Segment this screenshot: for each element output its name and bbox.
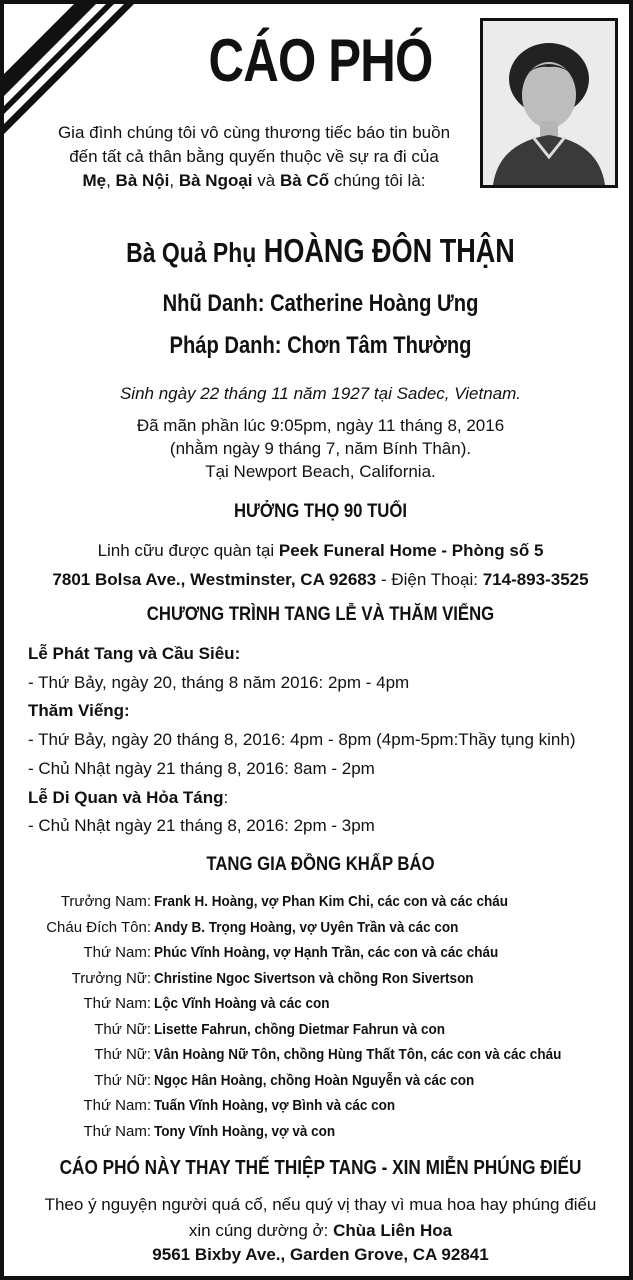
intro-line-3: Mẹ, Bà Nội, Bà Ngoại và Bà Cố chúng tôi là: <box>82 171 426 190</box>
deceased-name: HOÀNG ĐÔN THẬN <box>263 232 515 269</box>
wish-line-1: Theo ý nguyện người quá cố, nếu quý vị thay vì mua hoa hay phúng điếu <box>44 1195 597 1214</box>
family-row <box>4 1119 633 1145</box>
death-line-2: (nhằm ngày 9 tháng 7, năm Bính Thân). <box>169 439 472 458</box>
family-relation: Thứ Nam: <box>83 1122 151 1140</box>
death-line-3: Tại Newport Beach, California. <box>205 462 436 481</box>
age-heading: HƯỞNG THỌ 90 TUỔI <box>233 501 408 522</box>
family-members: Phúc Vĩnh Hoàng, vợ Hạnh Trần, các con và các cháu <box>154 944 499 961</box>
death-info <box>4 414 633 483</box>
temple-name: Chùa Liên Hoa <box>333 1221 453 1240</box>
family-members: Andy B. Trọng Hoàng, vợ Uyên Trần và các con <box>154 918 459 936</box>
funeral-home-line <box>4 541 633 561</box>
family-row <box>4 966 633 992</box>
schedule-item: - Chủ Nhật ngày 21 tháng 8, 2016: 2pm - 3pm <box>28 816 375 836</box>
funeral-home-prefix: Linh cữu được quàn tại <box>97 541 275 560</box>
wish-line-2 <box>4 1218 633 1244</box>
schedule-heading: CHƯƠNG TRÌNH TANG LỄ VÀ THĂM VIẾNG <box>146 604 495 625</box>
family-relation: Thứ Nữ: <box>94 1071 151 1089</box>
phone-number: 714-893-3525 <box>482 570 589 589</box>
role-maternal-grandmother: Bà Ngoại <box>178 171 253 190</box>
page-title: CÁO PHÓ <box>208 27 433 94</box>
role-great-grandmother: Bà Cố <box>279 171 330 190</box>
schedule-item-heading: Lễ Phát Tang và Cầu Siêu: <box>28 644 241 663</box>
schedule-list <box>28 640 628 841</box>
death-line-1: Đã mãn phần lúc 9:05pm, ngày 11 tháng 8, 2016 <box>136 416 505 435</box>
family-members: Tuấn Vĩnh Hoàng, vợ Bình và các con <box>154 1097 396 1114</box>
family-members: Ngọc Hân Hoàng, chồng Hoàn Nguyễn và các con <box>154 1071 475 1089</box>
schedule-item-heading-line: Lễ Di Quan và Hỏa Táng: <box>28 787 229 807</box>
schedule-item-heading: Lễ Di Quan và Hỏa Táng <box>28 787 224 807</box>
maiden-name: Nhũ Danh: Catherine Hoàng Ưng <box>162 290 479 317</box>
family-members: Vân Hoàng Nữ Tôn, chồng Hùng Thất Tôn, các con và các cháu <box>154 1046 562 1063</box>
family-row <box>4 1068 633 1094</box>
dharma-name: Pháp Danh: Chơn Tâm Thường <box>169 332 472 359</box>
family-members: Lộc Vĩnh Hoàng và các con <box>154 995 330 1012</box>
family-relation: Thứ Nam: <box>83 944 151 961</box>
schedule-item: - Chủ Nhật ngày 21 tháng 8, 2016: 8am - 2pm <box>28 758 375 778</box>
intro-text <box>34 121 474 193</box>
phone-label: Điện Thoại: <box>391 570 478 589</box>
family-members: Tony Vĩnh Hoàng, vợ và con <box>154 1122 336 1140</box>
family-relation: Cháu Đích Tôn: <box>46 918 151 936</box>
schedule-item-heading: Thăm Viếng: <box>28 701 130 721</box>
role-paternal-grandmother: Bà Nội <box>115 171 170 190</box>
family-relation: Thứ Nam: <box>83 995 151 1012</box>
closing-notice: CÁO PHÓ NÀY THAY THẾ THIỆP TANG - XIN MIỄN PHÚNG ĐIẾU <box>59 1157 582 1179</box>
intro-line-1: Gia đình chúng tôi vô cùng thương tiếc báo tin buồn <box>57 123 451 142</box>
funeral-address-line: 7801 Bolsa Ave., Westminster, CA 92683 - Điện Thoại: 714-893-3525 <box>52 570 589 589</box>
wish-prefix: xin cúng dường ở: <box>188 1221 329 1240</box>
funeral-address: 7801 Bolsa Ave., Westminster, CA 92683 <box>52 570 377 589</box>
schedule-item: - Thứ Bảy, ngày 20, tháng 8 năm 2016: 2pm - 4pm <box>28 672 410 692</box>
family-members: Frank H. Hoàng, vợ Phan Kim Chi, các con và các cháu <box>154 893 508 910</box>
family-relation: Thứ Nữ: <box>94 1046 151 1063</box>
funeral-home-name: Peek Funeral Home - Phòng số 5 <box>278 541 544 560</box>
family-relation: Trưởng Nữ: <box>71 969 151 987</box>
schedule-item: - Thứ Bảy, ngày 20 tháng 8, 2016: 4pm - 8pm (4pm-5pm:Thầy tụng kinh) <box>28 730 576 750</box>
family-row <box>4 1042 633 1068</box>
intro-tail: chúng tôi là: <box>333 171 426 190</box>
family-row <box>4 1093 633 1119</box>
deceased-prefix: Bà Quả Phụ <box>126 237 257 268</box>
family-row <box>4 889 633 915</box>
family-row <box>4 1017 633 1043</box>
family-members: Christine Ngoc Sivertson và chồng Ron Sivertson <box>154 969 474 987</box>
wish-text <box>4 1192 633 1244</box>
family-relation: Thứ Nam: <box>83 1097 151 1114</box>
family-relation: Thứ Nữ: <box>94 1020 151 1038</box>
family-list <box>4 889 633 1144</box>
family-row <box>4 991 633 1017</box>
family-members: Lisette Fahrun, chồng Dietmar Fahrun và con <box>154 1020 446 1038</box>
intro-and: và <box>257 171 276 190</box>
intro-line-2: đến tất cả thân bằng quyến thuộc về sự ra đi của <box>69 147 439 166</box>
role-mother: Mẹ <box>82 171 107 190</box>
temple-address: 9561 Bixby Ave., Garden Grove, CA 92841 <box>152 1245 489 1264</box>
family-row <box>4 915 633 941</box>
deceased-name-line <box>61 232 580 272</box>
birth-info: Sinh ngày 22 tháng 11 năm 1927 tại Sadec, Vietnam. <box>119 384 522 403</box>
family-relation: Trưởng Nam: <box>60 893 151 910</box>
family-heading: TANG GIA ĐỒNG KHẤP BÁO <box>206 854 435 875</box>
family-row <box>4 940 633 966</box>
